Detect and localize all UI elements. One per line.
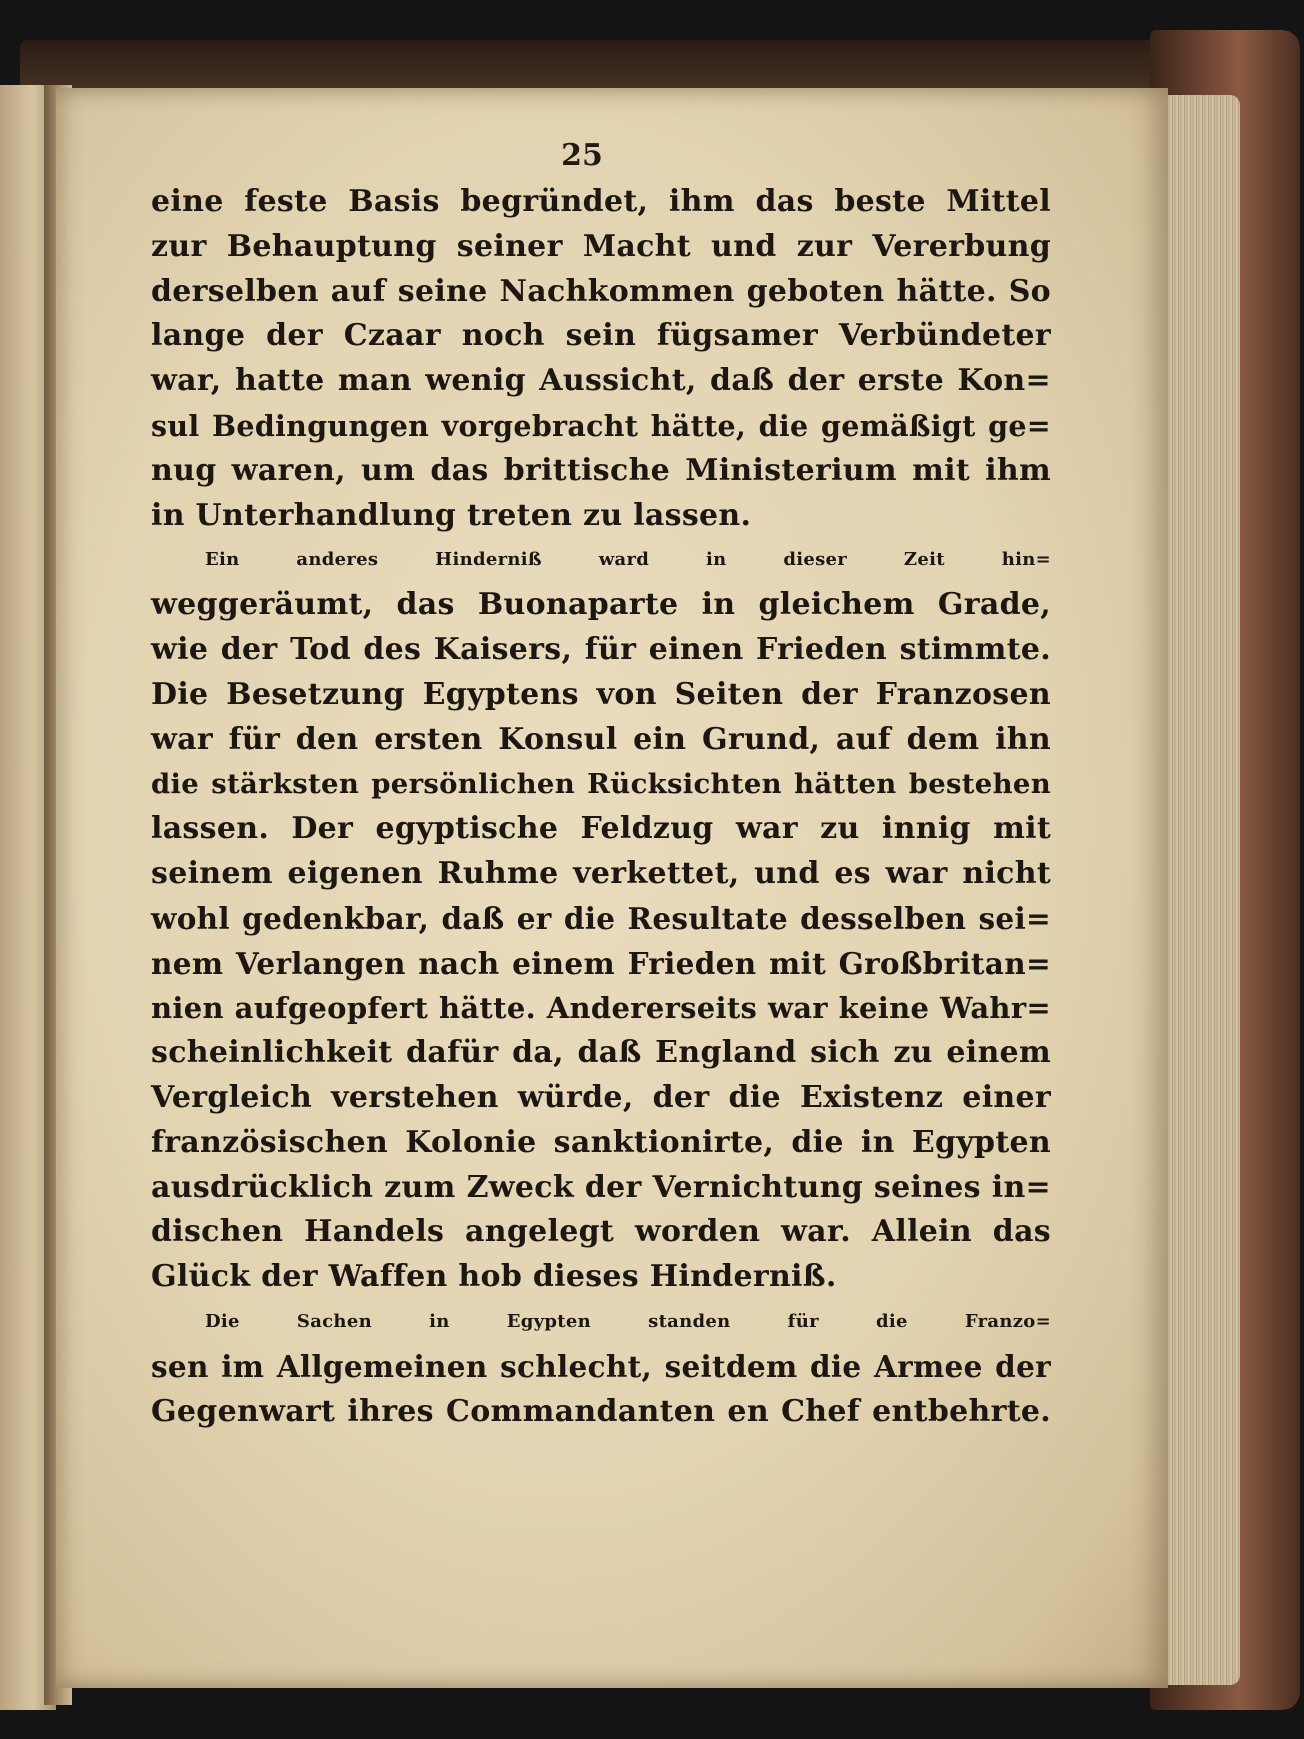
text-line: sul Bedingungen vorgebracht hätte, die gemäßigt ge= (151, 408, 1051, 443)
text-line: zur Behauptung seiner Macht und zur Vererbung (151, 228, 1051, 264)
text-line: Vergleich verstehen würde, der die Existenz einer (151, 1079, 1051, 1115)
text-line: dischen Handels angelegt worden war. Allein das (151, 1214, 1051, 1250)
page-text (151, 180, 1051, 1434)
text-line: französischen Kolonie sanktionirte, die in Egypten (151, 1124, 1051, 1160)
text-line: nem Verlangen nach einem Frieden mit Großbritan= (151, 945, 1051, 981)
book-page (56, 88, 1168, 1688)
text-line: seinem eigenen Ruhme verkettet, und es war nicht (151, 855, 1051, 891)
text-line: Gegenwart ihres Commandanten en Chef entbehrte. (151, 1393, 1051, 1429)
text-line: lange der Czaar noch sein fügsamer Verbündeter (151, 318, 1051, 354)
text-line: nug waren, um das brittische Ministerium mit ihm (151, 452, 1051, 488)
text-line: war für den ersten Konsul ein Grund, auf dem ihn (151, 721, 1051, 757)
text-line: nien aufgeopfert hätte. Andererseits war keine Wahr= (151, 991, 1051, 1026)
text-line: die stärksten persönlichen Rücksichten hätten bestehen (151, 768, 1051, 801)
text-line: derselben auf seine Nachkommen geboten hätte. So (151, 273, 1051, 309)
text-line: Glück der Waffen hob dieses Hinderniß. (151, 1259, 837, 1295)
text-line: war, hatte man wenig Aussicht, daß der erste Kon= (151, 363, 1051, 399)
text-line: weggeräumt, das Buonaparte in gleichem Grade, (151, 587, 1051, 623)
text-line: scheinlichkeit dafür da, daß England sich zu einem (151, 1035, 1051, 1071)
text-line: in Unterhandlung treten zu lassen. (151, 497, 752, 533)
page-number: 25 (561, 138, 603, 173)
text-line: wohl gedenkbar, daß er die Resultate desselben sei= (151, 900, 1051, 936)
text-line: eine feste Basis begründet, ihm das beste Mittel (151, 184, 1051, 219)
text-line: sen im Allgemeinen schlecht, seitdem die Armee der (151, 1348, 1051, 1384)
text-line: ausdrücklich zum Zweck der Vernichtung seines in= (151, 1169, 1051, 1205)
text-line: Die Sachen in Egypten standen für die Franzo= (205, 1310, 1051, 1332)
text-line: wie der Tod des Kaisers, für einen Frieden stimmte. (151, 631, 1051, 667)
text-line: lassen. Der egyptische Feldzug war zu innig mit (151, 811, 1051, 847)
text-line: Die Besetzung Egyptens von Seiten der Franzosen (151, 676, 1051, 712)
text-line: Ein anderes Hinderniß ward in dieser Zeit hin= (205, 549, 1051, 571)
